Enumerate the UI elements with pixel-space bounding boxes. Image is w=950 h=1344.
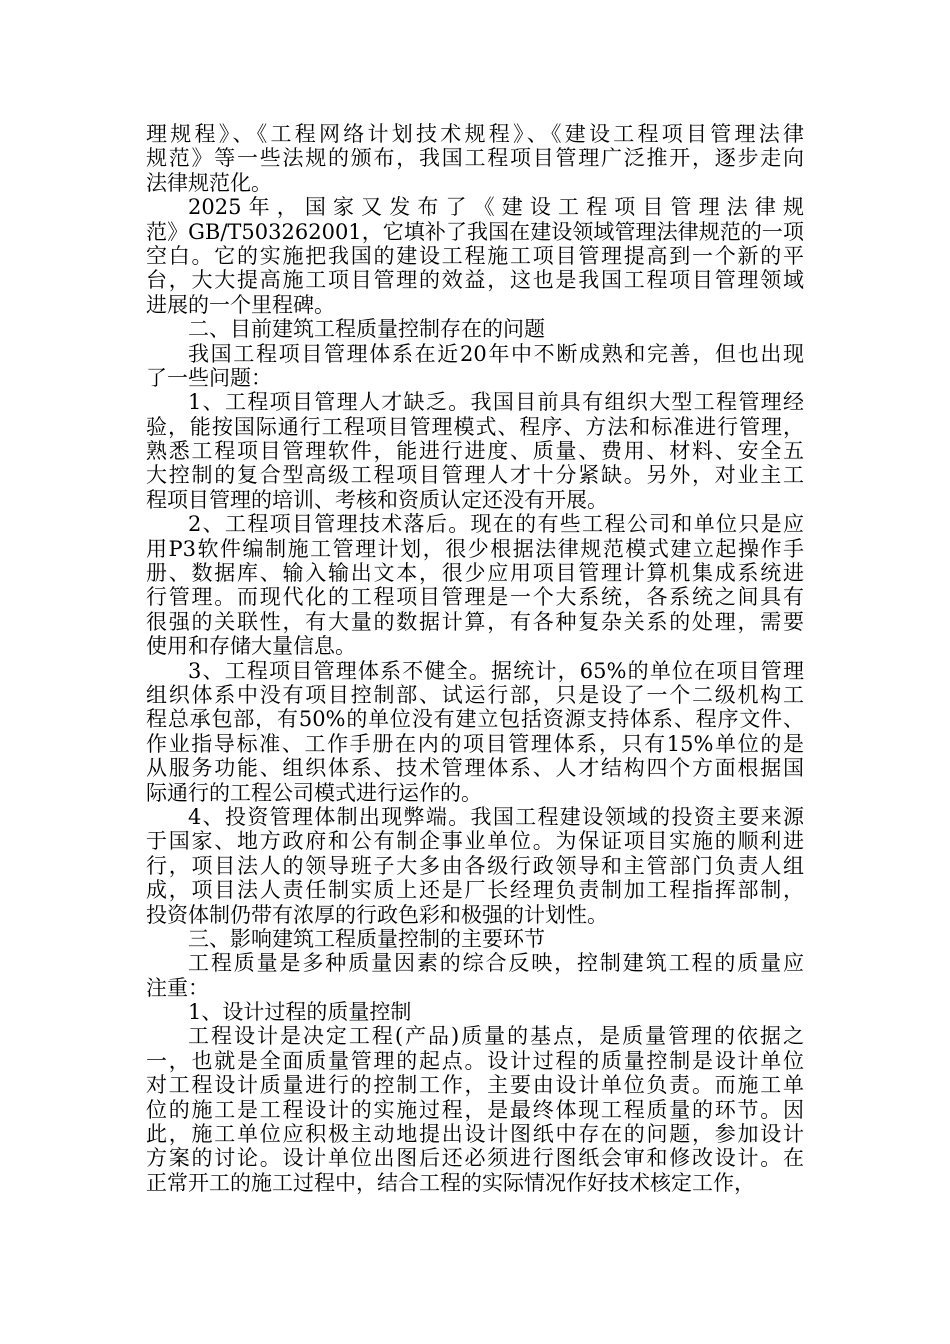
text-line: 一，也就是全面质量管理的起点。设计过程的质量控制是设计单位 — [146, 1048, 804, 1073]
paragraph — [146, 122, 804, 195]
text-line: 空白。它的实施把我国的建设工程施工项目管理提高到一个新的平 — [146, 243, 804, 268]
text-line: 投资体制仍带有浓厚的行政色彩和极强的计划性。 — [146, 902, 608, 927]
text-line: 际通行的工程公司模式进行运作的。 — [146, 780, 482, 805]
text-line: 组织体系中没有项目控制部、试运行部，只是设了一个二级机构工 — [146, 682, 804, 707]
text-line: 1、设计过程的质量控制 — [188, 1000, 412, 1025]
paragraph — [146, 1024, 804, 1195]
text-line: 我国工程项目管理体系在近20年中不断成熟和完善，但也出现 — [188, 341, 804, 366]
text-line: 4、投资管理体制出现弊端。我国工程建设领域的投资主要来源 — [188, 804, 804, 829]
text-line: 对工程设计质量进行的控制工作，主要由设计单位负责。而施工单 — [146, 1073, 804, 1098]
text-line: 此，施工单位应积极主动地提出设计图纸中存在的问题，参加设计 — [146, 1122, 804, 1147]
text-line: 注重： — [146, 975, 209, 1000]
text-line: 了一些问题： — [146, 365, 272, 390]
text-line: 法律规范化。 — [146, 170, 272, 195]
text-line: 行管理。而现代化的工程项目管理是一个大系统，各系统之间具有 — [146, 585, 804, 610]
text-line: 理规程》、《工程网络计划技术规程》、《建设工程项目管理法律 — [146, 122, 804, 146]
text-line: 程总承包部，有50%的单位没有建立包括资源支持体系、程序文件、 — [146, 707, 804, 732]
text-line: 作业指导标准、工作手册在内的项目管理体系，只有15%单位的是 — [146, 731, 804, 756]
text-line: 二、目前建筑工程质量控制存在的问题 — [188, 317, 545, 342]
paragraph — [146, 659, 804, 805]
paragraph — [146, 195, 804, 317]
text-line: 很强的关联性，有大量的数据计算，有各种复杂关系的处理，需要 — [146, 609, 804, 634]
text-line: 册、数据库、输入输出文本，很少应用项目管理计算机集成系统进 — [146, 561, 804, 586]
paragraph — [146, 951, 804, 1000]
paragraph — [146, 342, 804, 391]
paragraph — [146, 512, 804, 658]
text-line: 熟悉工程项目管理软件，能进行进度、质量、费用、材料、安全五 — [146, 439, 804, 464]
text-line: 规范》等一些法规的颁布，我国工程项目管理广泛推开，逐步走向 — [146, 146, 804, 171]
text-line: 用P3软件编制施工管理计划，很少根据法律规范模式建立起操作手 — [146, 536, 804, 561]
text-line: 方案的讨论。设计单位出图后还必须进行图纸会审和修改设计。在 — [146, 1146, 804, 1171]
text-line: 验，能按国际通行工程项目管理模式、程序、方法和标准进行管理， — [146, 414, 804, 439]
text-line: 台，大大提高施工项目管理的效益，这也是我国工程项目管理领域 — [146, 268, 804, 293]
paragraph — [146, 805, 804, 927]
text-line: 2、工程项目管理技术落后。现在的有些工程公司和单位只是应 — [188, 512, 804, 537]
text-line: 行，项目法人的领导班子大多由各级行政领导和主管部门负责人组 — [146, 853, 804, 878]
text-line: 位的施工是工程设计的实施过程，是最终体现工程质量的环节。因 — [146, 1097, 804, 1122]
text-line: 进展的一个里程碑。 — [146, 292, 335, 317]
text-line: 范》GB/T503262001，它填补了我国在建设领域管理法律规范的一项 — [146, 219, 804, 244]
text-line: 三、影响建筑工程质量控制的主要环节 — [188, 926, 545, 951]
text-line: 工程质量是多种质量因素的综合反映，控制建筑工程的质量应 — [188, 951, 804, 976]
paragraph — [146, 317, 804, 341]
text-line: 1、工程项目管理人才缺乏。我国目前具有组织大型工程管理经 — [188, 390, 804, 415]
text-line: 于国家、地方政府和公有制企事业单位。为保证项目实施的顺利进 — [146, 829, 804, 854]
paragraph — [146, 390, 804, 512]
text-line: 3、工程项目管理体系不健全。据统计，65%的单位在项目管理 — [188, 658, 804, 683]
document-body — [146, 122, 804, 1195]
text-line: 工程设计是决定工程(产品)质量的基点，是质量管理的依据之 — [188, 1024, 804, 1049]
text-line: 从服务功能、组织体系、技术管理体系、人才结构四个方面根据国 — [146, 756, 804, 781]
paragraph — [146, 927, 804, 951]
text-line: 使用和存储大量信息。 — [146, 634, 356, 659]
text-line: 大控制的复合型高级工程项目管理人才十分紧缺。另外，对业主工 — [146, 463, 804, 488]
paragraph — [146, 1000, 804, 1024]
text-line: 成，项目法人责任制实质上还是厂长经理负责制加工程指挥部制， — [146, 878, 804, 903]
text-line: 程项目管理的培训、考核和资质认定还没有开展。 — [146, 487, 608, 512]
text-line: 正常开工的施工过程中，结合工程的实际情况作好技术核定工作， — [146, 1170, 755, 1195]
text-line: 2025年，国家又发布了《建设工程项目管理法律规 — [188, 195, 804, 220]
